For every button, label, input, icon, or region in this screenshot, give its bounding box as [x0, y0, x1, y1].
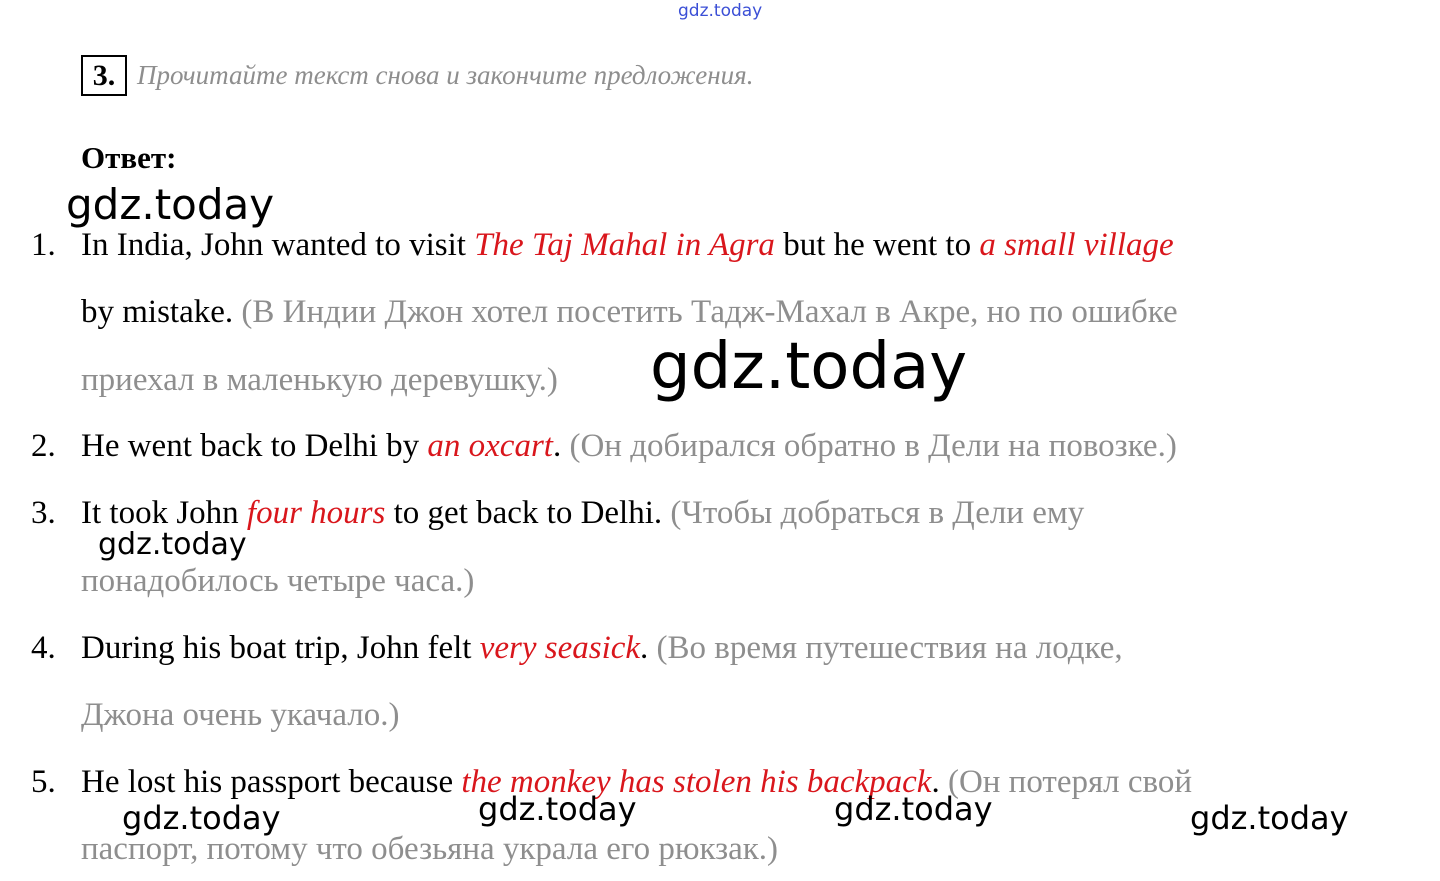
answer-text: The Taj Mahal in Agra [474, 227, 775, 263]
item-number: 5. [31, 764, 56, 800]
sentence-text: to get back to Delhi. [385, 495, 663, 531]
answer-text: a small village [979, 227, 1174, 263]
watermark-top: gdz.today [678, 1, 763, 21]
sentence-text: He went back to Delhi by [81, 428, 428, 464]
answer-text: four hours [246, 495, 386, 531]
watermark: gdz.today [1190, 799, 1349, 837]
sentence-text: He lost his passport because [81, 764, 462, 800]
sentence-text: by mistake. [81, 294, 234, 330]
answer-text: an oxcart [427, 428, 553, 464]
item-number: 3. [31, 495, 56, 531]
watermark: gdz.today [478, 790, 637, 828]
item-line [81, 632, 1123, 665]
task-instruction: Прочитайте текст снова и закончите предложения. [137, 60, 754, 90]
translation-text: (В Индии Джон хотел посетить Тадж-Махал в Акре, но по ошибке [233, 294, 1178, 330]
watermark: gdz.today [834, 790, 993, 828]
item-line [81, 296, 1178, 329]
item-number: 2. [31, 428, 56, 464]
translation-text: (Чтобы добраться в Дели ему [662, 495, 1085, 531]
task-header [81, 55, 753, 96]
translation-text: понадобилось четыре часа.) [81, 563, 475, 599]
answer-text: very seasick [479, 630, 641, 666]
sentence-text: but he went to [774, 227, 980, 263]
watermark: gdz.today [650, 330, 968, 404]
sentence-text: . [640, 630, 649, 666]
sentence-text: It took John [81, 495, 247, 531]
sentence-text: During his boat trip, John felt [81, 630, 480, 666]
answer-label: Ответ: [81, 140, 177, 175]
item-number: 1. [31, 227, 56, 263]
item-number: 4. [31, 630, 56, 666]
translation-text: Джона очень укачало.) [81, 697, 400, 733]
item-line [81, 364, 558, 397]
item-line [81, 229, 1174, 262]
item-line [81, 699, 400, 732]
translation-text: (Он добирался обратно в Дели на повозке.) [561, 428, 1177, 464]
sentence-text: . [931, 764, 940, 800]
sentence-text: . [552, 428, 562, 464]
watermark: gdz.today [98, 527, 247, 562]
item-line [81, 497, 1084, 530]
answer-text: the monkey has stolen his backpack [461, 764, 932, 800]
translation-text: приехал в маленькую деревушку.) [81, 362, 558, 398]
sentence-text: In India, John wanted to visit [81, 227, 475, 263]
item-line [81, 430, 1177, 463]
watermark: gdz.today [122, 799, 281, 837]
item-line [81, 565, 474, 598]
translation-text: (Во время путешествия на лодке, [648, 630, 1123, 666]
translation-text: (Он потерял свой [939, 764, 1193, 800]
task-number: 3. [81, 55, 127, 96]
item-line [81, 833, 778, 866]
translation-text: паспорт, потому что обезьяна украла его рюкзак.) [81, 831, 779, 867]
watermark: gdz.today [66, 180, 275, 229]
